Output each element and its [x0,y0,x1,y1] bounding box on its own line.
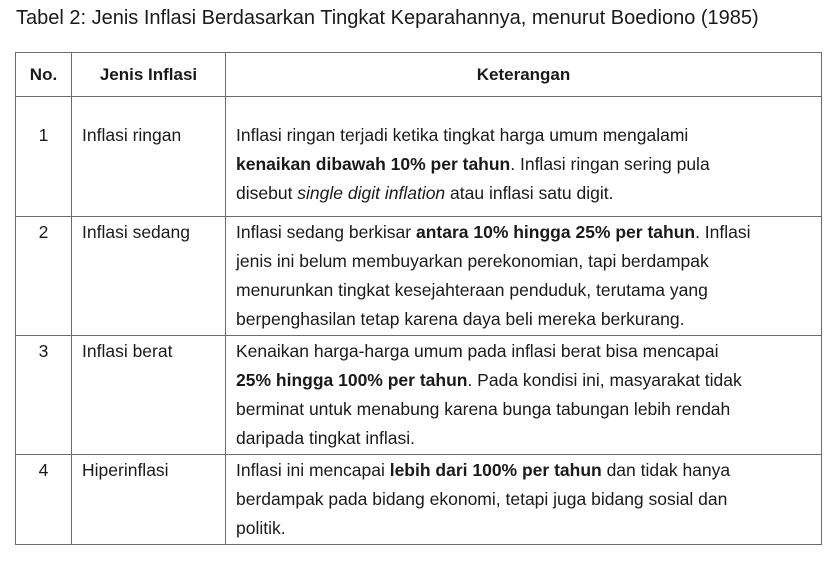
keterangan-line [236,121,817,150]
row-jenis: Inflasi sedang [72,217,226,336]
text-run: . Pada kondisi ini, masyarakat tidak [467,370,742,390]
row-jenis: Inflasi berat [72,336,226,455]
row-keterangan [226,336,822,455]
table-row [16,336,822,455]
keterangan-line [236,305,817,334]
keterangan-line [236,337,817,366]
keterangan-line [236,395,817,424]
row-jenis: Hiperinflasi [72,455,226,545]
table-header-row [16,53,822,97]
text-run: Inflasi sedang berkisar [236,222,416,242]
row-number: 1 [16,97,72,217]
text-run: daripada tingkat inflasi. [236,428,415,448]
row-number: 4 [16,455,72,545]
row-keterangan [226,455,822,545]
text-run: Kenaikan harga-harga umum pada inflasi berat bisa mencapai [236,341,719,361]
header-no: No. [16,53,72,97]
text-run: Inflasi ini mencapai [236,460,390,480]
italic-text: single digit inflation [297,183,446,203]
text-run: disebut [236,183,298,203]
keterangan-line [236,247,817,276]
text-run: menurunkan tingkat kesejahteraan penduduk, terutama yang [236,280,708,300]
row-jenis: Inflasi ringan [72,97,226,217]
keterangan-line [236,485,817,514]
bold-text: 25% hingga 100% per tahun [236,370,468,390]
keterangan-line [236,366,817,395]
bold-text: lebih dari 100% per tahun [389,460,602,480]
header-jenis-inflasi: Jenis Inflasi [72,53,226,97]
text-run: berdampak pada bidang ekonomi, tetapi juga bidang sosial dan [236,489,728,509]
text-run: . Inflasi ringan sering pula [510,154,710,174]
table-caption: Tabel 2: Jenis Inflasi Berdasarkan Tingkat Keparahannya, menurut Boediono (1985) [16,7,759,29]
keterangan-line [236,424,817,453]
text-run: . Inflasi [695,222,751,242]
text-run: politik. [236,518,286,538]
table-row [16,217,822,336]
table-row [16,455,822,545]
text-run: berminat untuk menabung karena bunga tabungan lebih rendah [236,399,731,419]
text-run: Inflasi ringan terjadi ketika tingkat harga umum mengalami [236,125,689,145]
row-number: 3 [16,336,72,455]
keterangan-line [236,179,817,208]
keterangan-line [236,456,817,485]
row-keterangan [226,97,822,217]
keterangan-line [236,514,817,543]
text-run: dan tidak hanya [601,460,731,480]
bold-text: kenaikan dibawah 10% per tahun [236,154,511,174]
row-keterangan [226,217,822,336]
table-row [16,97,822,217]
header-keterangan: Keterangan [226,53,822,97]
bold-text: antara 10% hingga 25% per tahun [415,222,696,242]
row-number: 2 [16,217,72,336]
text-run: atau inflasi satu digit. [445,183,614,203]
keterangan-line [236,276,817,305]
inflation-types-table [15,52,822,545]
keterangan-line [236,150,817,179]
text-run: jenis ini belum membuyarkan perekonomian, tapi berdampak [236,251,709,271]
keterangan-line [236,218,817,247]
text-run: berpenghasilan tetap karena daya beli mereka berkurang. [236,309,685,329]
